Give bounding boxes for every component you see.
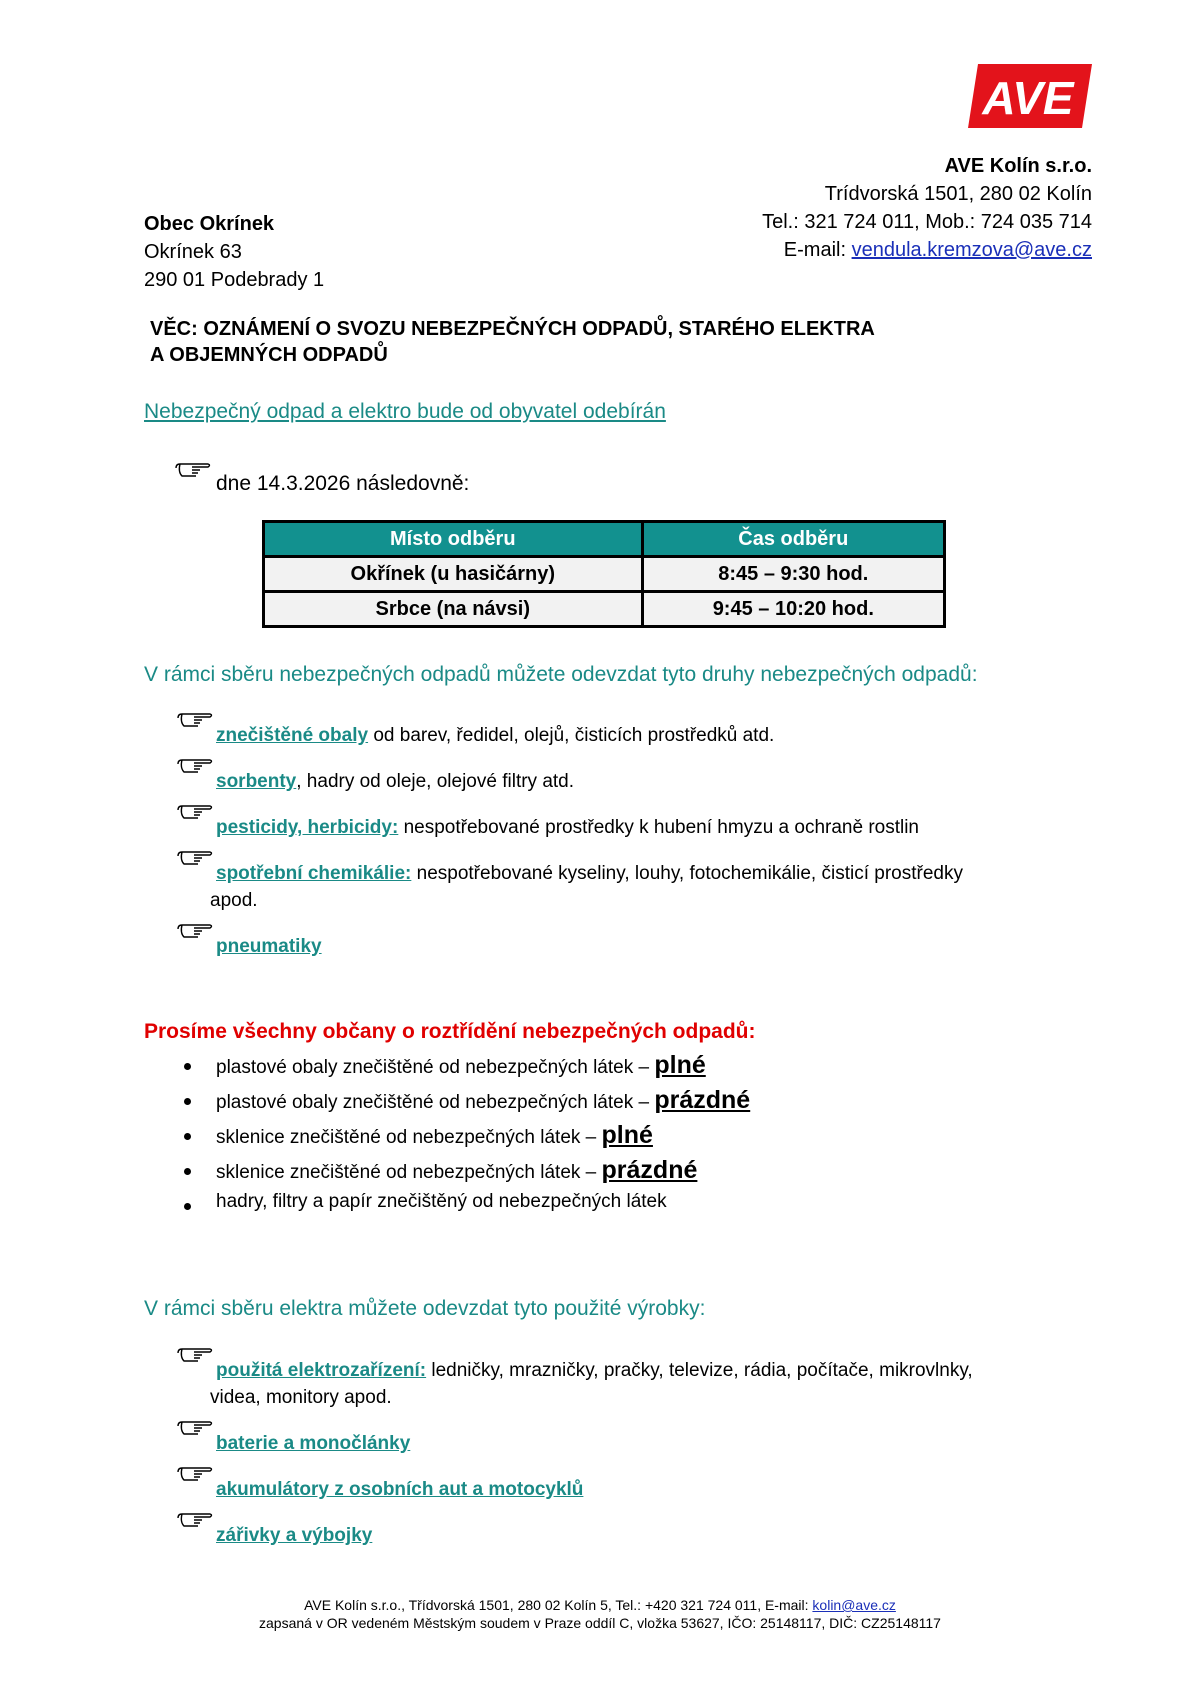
list-item [176, 1522, 1056, 1549]
footer-line-1 [0, 1596, 1200, 1614]
logo-text: AVE [982, 72, 1074, 124]
list-item [180, 1153, 880, 1188]
table-header-row [264, 522, 945, 557]
subject [150, 316, 1050, 368]
cell-time: 8:45 – 9:30 hod. [642, 557, 944, 592]
item-key: pneumatiky [216, 936, 322, 957]
footer-line-2: zapsaná v OR vedeném Městským soudem v Praze oddíl C, vložka 53627, IČO: 25148117, DIČ: CZ25148117 [259, 1615, 941, 1631]
table-row [264, 557, 945, 592]
item-emphasis: plné [601, 1121, 653, 1149]
pointing-hand-icon [176, 710, 214, 734]
sender-address: Trídvorská 1501, 280 02 Kolín [824, 183, 1092, 205]
item-key: akumulátory z osobních aut a motocyklů [216, 1479, 584, 1500]
pointing-hand-icon [176, 1345, 214, 1369]
item-key: sorbenty [216, 771, 297, 792]
pointing-hand-icon [174, 460, 212, 484]
item-key: použitá elektrozařízení: [216, 1360, 427, 1381]
item-text: plastové obaly znečištěné od nebezpečných látek – [216, 1057, 655, 1078]
section-heading-hazardous: V rámci sběru nebezpečných odpadů můžete odevzdat tyto druhy nebezpečných odpadů: [144, 663, 978, 686]
date-line [174, 460, 470, 495]
sorting-heading: Prosíme všechny občany o roztřídění nebezpečných odpadů: [144, 1020, 756, 1043]
ave-logo [968, 64, 1092, 128]
sender-email-link[interactable]: vendula.kremzova@ave.cz [851, 239, 1092, 261]
recipient-street: Okrínek 63 [144, 241, 242, 263]
footer-contact: AVE Kolín s.r.o., Třídvorská 1501, 280 02 Kolín 5, Tel.: +420 321 724 011, E-mail: [304, 1597, 813, 1613]
item-continuation: videa, monitory apod. [210, 1387, 392, 1408]
item-text: ledničky, mrazničky, pračky, televize, rádia, počítače, mikrovlnky, [426, 1360, 973, 1381]
item-text: , hadry od oleje, olejové filtry atd. [296, 771, 575, 792]
header-place: Místo odběru [264, 522, 643, 557]
list-item [176, 1357, 1056, 1411]
list-item [180, 1118, 880, 1153]
pointing-hand-icon [176, 848, 214, 872]
sorting-list [180, 1048, 880, 1216]
sender-block [762, 152, 1092, 264]
recipient-block [144, 210, 324, 294]
list-item [176, 722, 1056, 749]
item-continuation: apod. [210, 890, 258, 911]
list-item [180, 1083, 880, 1118]
item-emphasis: prázdné [601, 1156, 698, 1184]
section-heading-pickup: Nebezpečný odpad a elektro bude od obyvatel odebírán [144, 400, 666, 423]
cell-place: Srbce (na návsi) [264, 592, 643, 627]
item-text: plastové obaly znečištěné od nebezpečných látek – [216, 1092, 655, 1113]
item-key: baterie a monočlánky [216, 1433, 411, 1454]
footer [0, 1596, 1200, 1632]
item-emphasis: plné [654, 1051, 706, 1079]
item-text: hadry, filtry a papír znečištěný od nebezpečných látek [216, 1191, 667, 1212]
pointing-hand-icon [176, 921, 214, 945]
item-emphasis: prázdné [654, 1086, 751, 1114]
list-item [176, 1430, 1056, 1457]
item-text: od barev, ředidel, olejů, čisticích prostředků atd. [368, 725, 775, 746]
hazardous-list [176, 722, 1056, 960]
item-key: znečištěné obaly [216, 725, 369, 746]
item-text: nespotřebované kyseliny, louhy, fotochemikálie, čisticí prostředky [411, 863, 963, 884]
pointing-hand-icon [176, 802, 214, 826]
item-key: spotřební chemikálie: [216, 863, 412, 884]
schedule-table [262, 520, 946, 628]
footer-email-link[interactable]: kolin@ave.cz [812, 1597, 896, 1613]
list-item [176, 814, 1056, 841]
recipient-city: 290 01 Podebrady 1 [144, 269, 325, 291]
cell-time: 9:45 – 10:20 hod. [642, 592, 944, 627]
pointing-hand-icon [176, 1510, 214, 1534]
electro-list [176, 1357, 1056, 1549]
subject-line-2: A OBJEMNÝCH ODPADŮ [150, 344, 388, 366]
list-item [180, 1048, 880, 1083]
item-text: nespotřebované prostředky k hubení hmyzu a ochraně rostlin [398, 817, 920, 838]
sender-email-label: E-mail: [783, 239, 852, 261]
subject-line-1: VĚC: OZNÁMENÍ O SVOZU NEBEZPEČNÝCH ODPADŮ, STARÉHO ELEKTRA [150, 318, 875, 340]
list-item [180, 1188, 880, 1216]
section-heading-electro: V rámci sběru elektra můžete odevzdat tyto použité výrobky: [144, 1297, 706, 1320]
pointing-hand-icon [176, 756, 214, 780]
pointing-hand-icon [176, 1418, 214, 1442]
list-item [176, 768, 1056, 795]
list-item [176, 933, 1056, 960]
item-key: zářivky a výbojky [216, 1525, 373, 1546]
sender-email-line [762, 236, 1092, 264]
cell-place: Okřínek (u hasičárny) [264, 557, 643, 592]
item-key: pesticidy, herbicidy: [216, 817, 399, 838]
list-item [176, 1476, 1056, 1503]
date-text: dne 14.3.2026 následovně: [216, 472, 470, 495]
item-text: sklenice znečištěné od nebezpečných látek – [216, 1162, 602, 1183]
recipient-name: Obec Okrínek [144, 213, 275, 235]
sender-phones: Tel.: 321 724 011, Mob.: 724 035 714 [762, 211, 1092, 233]
sender-company: AVE Kolín s.r.o. [944, 155, 1092, 177]
list-item [176, 860, 1056, 914]
item-text: sklenice znečištěné od nebezpečných látek – [216, 1127, 602, 1148]
header-time: Čas odběru [642, 522, 944, 557]
pointing-hand-icon [176, 1464, 214, 1488]
table-row [264, 592, 945, 627]
